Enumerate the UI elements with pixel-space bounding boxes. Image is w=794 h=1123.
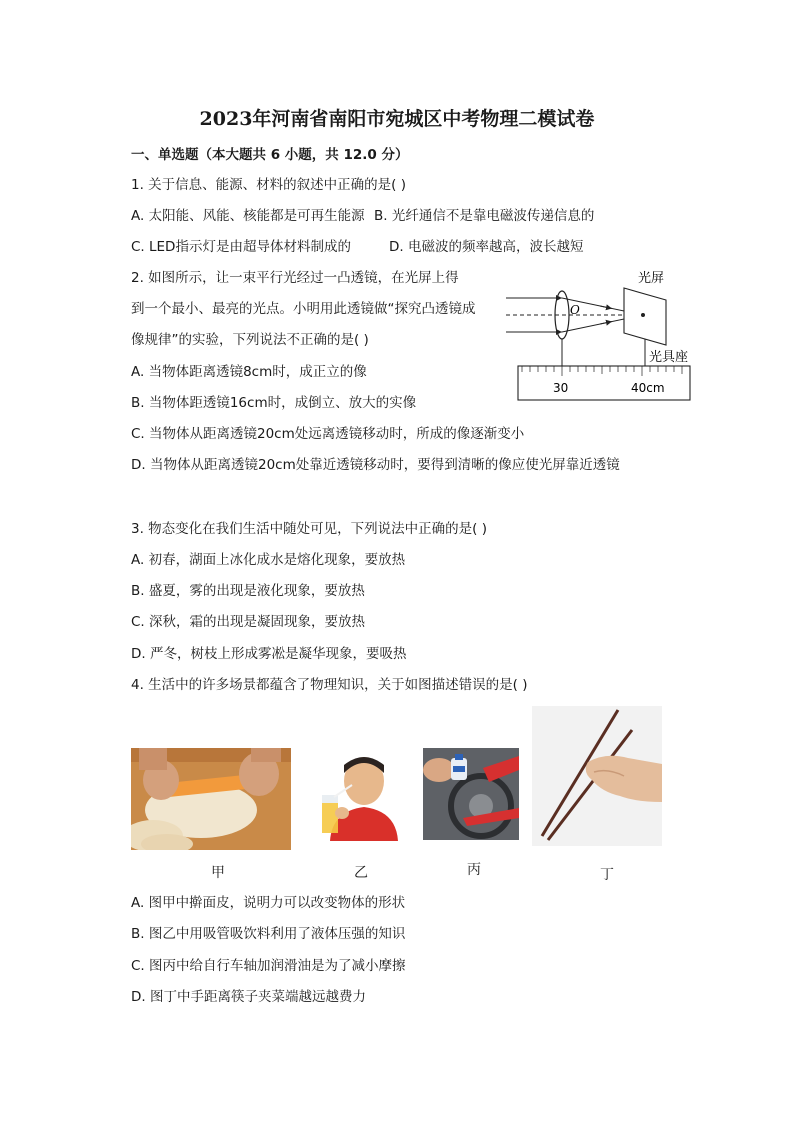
light-screen xyxy=(624,288,666,345)
caption-jia: 甲 xyxy=(211,865,225,881)
q4-option-a: A. 图甲中擀面皮，说明力可以改变物体的形状 xyxy=(131,895,406,911)
q3-option-b: B. 盛夏，雾的出现是液化现象，要放热 xyxy=(131,583,365,599)
q4-option-c: C. 图丙中给自行车轴加润滑油是为了减小摩擦 xyxy=(131,958,406,974)
caption-ding: 丁 xyxy=(600,867,614,883)
photo-chopsticks xyxy=(532,706,662,846)
q4-option-d: D. 图丁中手距离筷子夹菜端越远越费力 xyxy=(131,989,366,1005)
caption-yi: 乙 xyxy=(354,865,368,881)
q1-option-c: C. LED指示灯是由超导体材料制成的 xyxy=(131,239,351,255)
q4-stem: 4. 生活中的许多场景都蕴含了物理知识，关于如图描述错误的是( ) xyxy=(131,677,528,693)
lens-center-label: O xyxy=(570,303,580,317)
q1-option-d: D. 电磁波的频率越高，波长越短 xyxy=(389,239,584,255)
q1-option-b: B. 光纤通信不是靠电磁波传递信息的 xyxy=(374,208,595,224)
q1-option-a: A. 太阳能、风能、核能都是可再生能源 xyxy=(131,208,365,224)
q2-stem-line2: 到一个最小、最亮的光点。小明用此透镜做“探究凸透镜成 xyxy=(131,301,476,317)
ruler-mark-30: 30 xyxy=(553,381,569,395)
q3-option-c: C. 深秋，霜的出现是凝固现象，要放热 xyxy=(131,614,366,630)
section-heading: 一、单选题（本大题共 6 小题，共 12.0 分） xyxy=(131,147,409,163)
photo-rolling-dough xyxy=(131,748,291,850)
q3-option-a: A. 初春，湖面上冰化成水是熔化现象，要放热 xyxy=(131,552,406,568)
bench-label: 光具座 xyxy=(649,350,689,365)
q2-option-b: B. 当物体距透镜16cm时，成倒立、放大的实像 xyxy=(131,395,417,411)
q3-stem: 3. 物态变化在我们生活中随处可见，下列说法中正确的是( ) xyxy=(131,521,487,537)
photo-oiling-bike xyxy=(423,748,519,840)
q1-stem: 1. 关于信息、能源、材料的叙述中正确的是( ) xyxy=(131,177,406,193)
q2-option-d: D. 当物体从距离透镜20cm处靠近透镜移动时，要得到清晰的像应使光屏靠近透镜 xyxy=(131,457,620,473)
focal-spot xyxy=(641,313,645,317)
q2-stem-line1: 2. 如图所示，让一束平行光经过一凸透镜，在光屏上得 xyxy=(131,270,459,286)
ray-arrow-bottom xyxy=(600,322,612,325)
q2-option-a: A. 当物体距离透镜8cm时，成正立的像 xyxy=(131,364,367,380)
photo-child-drinking xyxy=(316,755,398,841)
q2-stem-line3: 像规律”的实验，下列说法不正确的是( ) xyxy=(131,332,369,348)
page-title: 2023年河南省南阳市宛城区中考物理二模试卷 xyxy=(199,108,595,130)
q2-option-c: C. 当物体从距离透镜20cm处远离透镜移动时，所成的像逐渐变小 xyxy=(131,426,525,442)
screen-label: 光屏 xyxy=(638,271,665,286)
q3-option-d: D. 严冬，树枝上形成雾凇是凝华现象，要吸热 xyxy=(131,646,407,662)
caption-bing: 丙 xyxy=(467,862,481,878)
q4-option-b: B. 图乙中用吸管吸饮料利用了液体压强的知识 xyxy=(131,926,406,942)
lens-bench-diagram xyxy=(500,268,700,406)
ray-arrow-top xyxy=(600,306,612,309)
ruler-mark-40: 40cm xyxy=(631,381,665,395)
